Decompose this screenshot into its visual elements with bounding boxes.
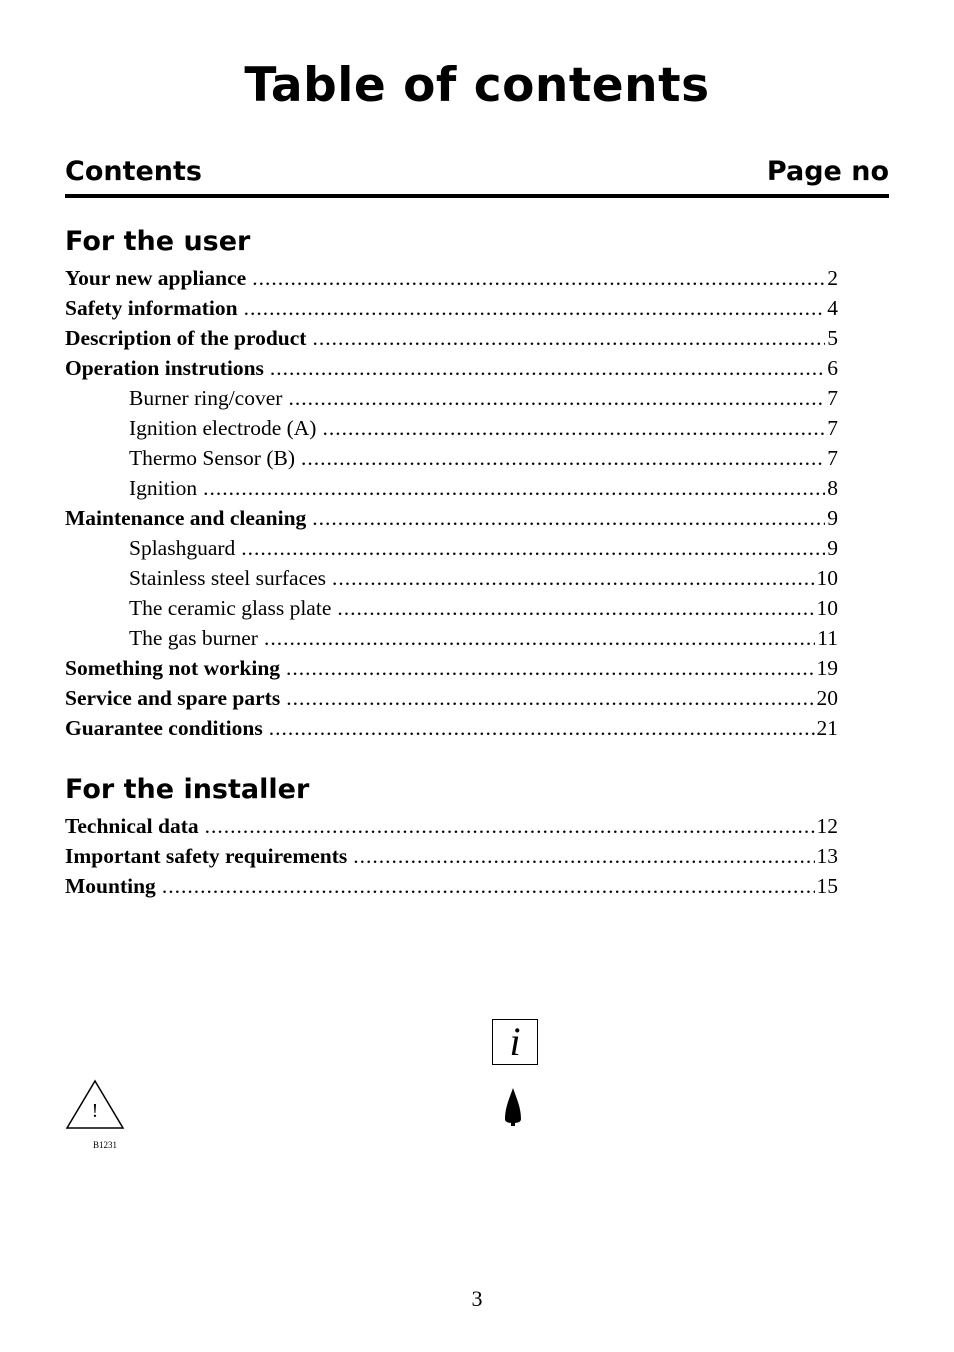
- page-title: Table of contents: [244, 58, 710, 113]
- user-section-title: For the user: [65, 226, 251, 257]
- info-icon-glyph: i: [509, 1019, 521, 1064]
- toc-leader-dots: [241, 533, 825, 563]
- toc-entry: [65, 443, 838, 473]
- toc-leader-dots: [353, 841, 814, 871]
- toc-leader-dots: [337, 593, 814, 623]
- toc-leader-dots: [162, 871, 815, 901]
- toc-entry-page: 5: [827, 326, 838, 350]
- toc-entry-page: 21: [816, 716, 838, 740]
- toc-leader-dots: [205, 811, 815, 841]
- toc-entry-page: 13: [816, 844, 838, 868]
- toc-entry-page: 7: [827, 446, 838, 470]
- toc-leader-dots: [270, 353, 825, 383]
- installer-toc-list: [65, 811, 838, 901]
- toc-entry-label: The gas burner: [129, 626, 258, 650]
- toc-entry-page: 10: [816, 596, 838, 620]
- toc-entry-label: Ignition: [129, 476, 198, 500]
- toc-leader-dots: [288, 383, 825, 413]
- toc-entry-label: Mounting: [65, 874, 156, 898]
- toc-entry-page: 2: [827, 266, 838, 290]
- toc-entry-label: Maintenance and cleaning: [65, 506, 307, 530]
- toc-entry-page: 10: [816, 566, 838, 590]
- toc-entry-page: 9: [827, 506, 838, 530]
- toc-entry-page: 9: [827, 536, 838, 560]
- toc-leader-dots: [332, 563, 814, 593]
- toc-entry: [65, 713, 838, 743]
- toc-entry-page: 7: [827, 416, 838, 440]
- toc-entry: [65, 683, 838, 713]
- toc-entry-page: 19: [816, 656, 838, 680]
- toc-leader-dots: [264, 623, 815, 653]
- toc-entry-label: Ignition electrode (A): [129, 416, 317, 440]
- toc-entry: [65, 593, 838, 623]
- toc-entry-page: 11: [817, 626, 838, 650]
- toc-entry: [65, 871, 838, 901]
- warning-exclamation: !: [91, 1100, 99, 1122]
- toc-entry-label: Technical data: [65, 814, 199, 838]
- toc-entry: [65, 383, 838, 413]
- toc-entry-label: Burner ring/cover: [129, 386, 283, 410]
- toc-entry: [65, 323, 838, 353]
- toc-entry-label: Service and spare parts: [65, 686, 281, 710]
- toc-leader-dots: [244, 293, 826, 323]
- toc-entry-label: Stainless steel surfaces: [129, 566, 327, 590]
- toc-entry: [65, 263, 838, 293]
- toc-entry-page: 15: [816, 874, 838, 898]
- toc-leader-dots: [322, 413, 825, 443]
- toc-entry: [65, 473, 838, 503]
- toc-entry-label: The ceramic glass plate: [129, 596, 332, 620]
- toc-entry-page: 8: [827, 476, 838, 500]
- toc-entry-label: Guarantee conditions: [65, 716, 263, 740]
- toc-entry: [65, 413, 838, 443]
- toc-entry: [65, 841, 838, 871]
- toc-leader-dots: [286, 683, 814, 713]
- user-toc-list: [65, 263, 838, 743]
- page-no-label: Page no: [766, 156, 889, 187]
- toc-leader-dots: [203, 473, 825, 503]
- gas-flame-icon: [502, 1087, 524, 1132]
- toc-entry-label: Safety information: [65, 296, 238, 320]
- toc-entry-page: 6: [827, 356, 838, 380]
- toc-leader-dots: [252, 263, 825, 293]
- toc-entry-page: 12: [816, 814, 838, 838]
- toc-entry: [65, 503, 838, 533]
- toc-leader-dots: [269, 713, 815, 743]
- toc-entry-label: Description of the product: [65, 326, 307, 350]
- installer-section-title: For the installer: [65, 774, 310, 805]
- toc-entry-page: 20: [816, 686, 838, 710]
- toc-entry-label: Important safety requirements: [65, 844, 348, 868]
- toc-leader-dots: [312, 323, 825, 353]
- toc-entry-label: Splashguard: [129, 536, 236, 560]
- toc-entry: [65, 563, 838, 593]
- toc-entry-page: 4: [827, 296, 838, 320]
- toc-entry-page: 7: [827, 386, 838, 410]
- toc-leader-dots: [312, 503, 825, 533]
- toc-entry: [65, 353, 838, 383]
- toc-entry-label: Operation instrutions: [65, 356, 264, 380]
- toc-entry-label: Your new appliance: [65, 266, 247, 290]
- warning-triangle-icon: [65, 1079, 125, 1136]
- toc-entry-label: Something not working: [65, 656, 281, 680]
- toc-entry-label: Thermo Sensor (B): [129, 446, 295, 470]
- contents-column-header: [65, 156, 889, 198]
- info-icon: [492, 1019, 538, 1065]
- toc-leader-dots: [286, 653, 814, 683]
- toc-entry: [65, 293, 838, 323]
- toc-entry: [65, 623, 838, 653]
- page-number: 3: [471, 1286, 483, 1311]
- toc-leader-dots: [301, 443, 825, 473]
- contents-label: Contents: [65, 156, 203, 187]
- warning-code-label: B1231: [93, 1140, 118, 1150]
- toc-entry: [65, 533, 838, 563]
- toc-entry: [65, 811, 838, 841]
- toc-entry: [65, 653, 838, 683]
